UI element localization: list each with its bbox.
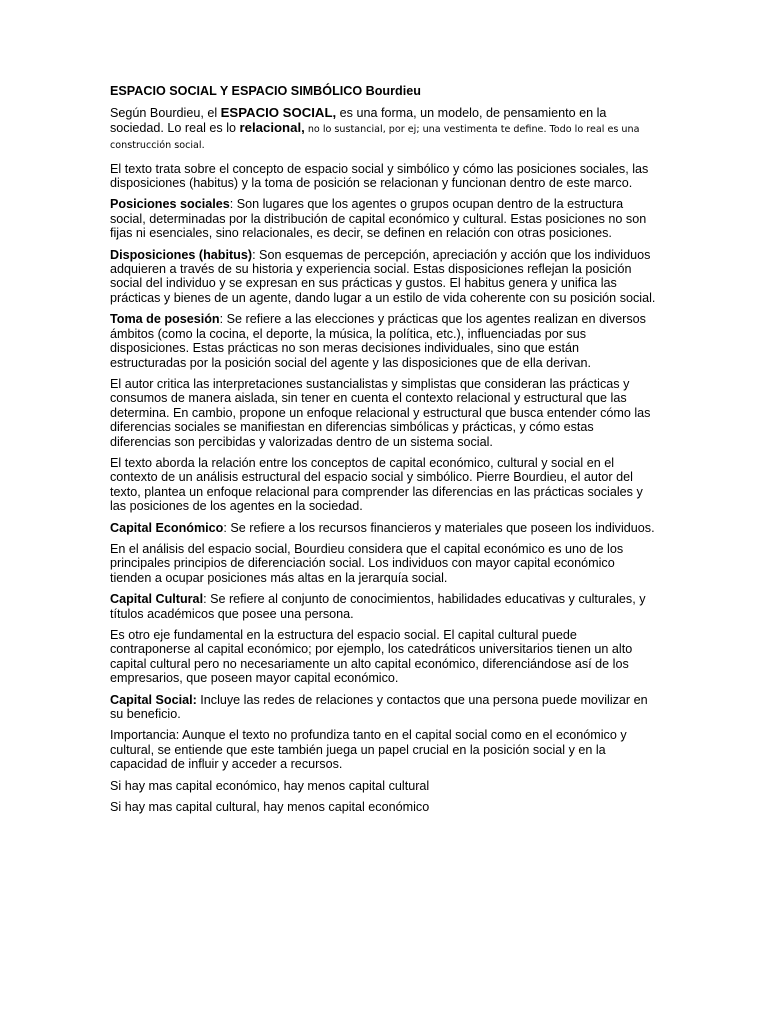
paragraph-otro-eje: Es otro eje fundamental en la estructura del espacio social. El capital cultural puede contraponerse al capital económico; por ejemplo, los catedráticos universitarios tienen un alto capital cultural pero no necesariamente un alto capital económico, diferenciándose así de los empresarios, que poseen mayor capital económico.	[110, 628, 633, 686]
term-posiciones-sociales: Posiciones sociales	[110, 197, 230, 212]
paragraph-autor-critica: El autor critica las interpretaciones sustancialistas y simplistas que consideran las prácticas y consumos de manera aislada, sin tener en cuenta el contexto relacional y estructural que las determina. En cambio, propone un enfoque relacional y estructural que busca entender cómo las diferencias sociales se manifiestan en diferencias simbólicas y prácticas, y cómo estas diferencias son percibidas y valorizadas dentro de un sistema social.	[110, 376, 651, 449]
paragraph-capital-social	[110, 693, 658, 722]
paragraph-texto-aborda: El texto aborda la relación entre los conceptos de capital económico, cultural y social en el contexto de un análisis estructural del espacio social y simbólico. Pierre Bourdieu, el autor del texto, plantea un enfoque relacional para comprender las diferencias en las prácticas sociales y las posiciones de los agentes en la sociedad.	[110, 455, 643, 514]
definition-capital-social: Incluye las redes de relaciones y contactos que una persona puede movilizar en su beneficio.	[110, 692, 648, 722]
definition-toma-de-posesion: : Se refiere a las elecciones y prácticas que los agentes realizan en diversos ámbitos (como la cocina, el deporte, la música, la política, etc.), influenciadas por sus disposiciones. Estas prácticas no son meras decisiones individuales, sino que están estructuradas por la posición social del agente y las disposiciones que de ella derivan.	[110, 312, 646, 370]
paragraph-importancia: Importancia: Aunque el texto no profundiza tanto en el capital social como en el económico y cultural, se entiende que este también juega un papel crucial en la posición social y en la capacidad de influir y acceder a recursos.	[110, 728, 627, 772]
intro-note: no lo sustancial, por ej; una vestimenta te define. Todo lo real es una construcción social.	[110, 123, 640, 152]
definition-posiciones-sociales: : Son lugares que los agentes o grupos ocupan dentro de la estructura social, determinadas por la distribución de capital económico y cultural. Estas posiciones no son fijas ni esenciales, sino relacionales, es decir, se definen en relación con otras posiciones.	[110, 197, 647, 241]
intro-middle: es una forma, un modelo, de pensamiento en la sociedad. Lo real es lo	[110, 106, 607, 135]
intro-prefix: Según Bourdieu, el	[110, 106, 221, 121]
paragraph-toma-de-posesion	[110, 312, 658, 370]
definition-disposiciones: : Son esquemas de percepción, apreciación y acción que los individuos adquieren a través de su historia y experiencia social. Estas disposiciones reflejan la posición social del individuo y se expresan en sus prácticas y gustos. El habitus genera y unifica las prácticas y bienes de un agente, dando lugar a un estilo de vida coherente con su posición social.	[110, 247, 656, 305]
paragraph-capital-cultural	[110, 592, 658, 621]
line-mas-capital-economico: Si hay mas capital económico, hay menos capital cultural	[110, 778, 430, 793]
term-capital-cultural: Capital Cultural	[110, 592, 204, 607]
definition-capital-cultural: : Se refiere al conjunto de conocimientos, habilidades educativas y culturales, y títulos académicos que posee una persona.	[110, 592, 646, 621]
term-capital-economico: Capital Económico	[110, 520, 224, 535]
paragraph-capital-economico	[110, 521, 658, 535]
paragraph-disposiciones	[110, 248, 658, 306]
line-mas-capital-cultural: Si hay mas capital cultural, hay menos capital económico	[110, 800, 430, 815]
intro-term-relacional: relacional,	[239, 119, 305, 135]
term-disposiciones: Disposiciones (habitus)	[110, 247, 253, 262]
paragraph-posiciones-sociales	[110, 197, 658, 240]
paragraph-texto-trata: El texto trata sobre el concepto de espacio social y simbólico y cómo las posiciones sociales, las disposiciones (habitus) y la toma de posición se relacionan y funcionan dentro de este marco.	[110, 161, 649, 191]
intro-term-espacio-social: ESPACIO SOCIAL,	[220, 105, 337, 121]
document-title: ESPACIO SOCIAL Y ESPACIO SIMBÓLICO Bourdieu	[110, 84, 421, 98]
document-page	[110, 84, 658, 821]
definition-capital-economico: : Se refiere a los recursos financieros y materiales que poseen los individuos.	[223, 520, 655, 535]
paragraph-analisis-espacio-social: En el análisis del espacio social, Bourdieu considera que el capital económico es uno de los principales principios de diferenciación social. Los individuos con mayor capital económico tienden a ocupar posiciones más altas en la jerarquía social.	[110, 541, 624, 585]
intro-paragraph	[110, 106, 658, 153]
term-capital-social: Capital Social:	[110, 692, 197, 707]
term-toma-de-posesion: Toma de posesión	[110, 312, 220, 327]
